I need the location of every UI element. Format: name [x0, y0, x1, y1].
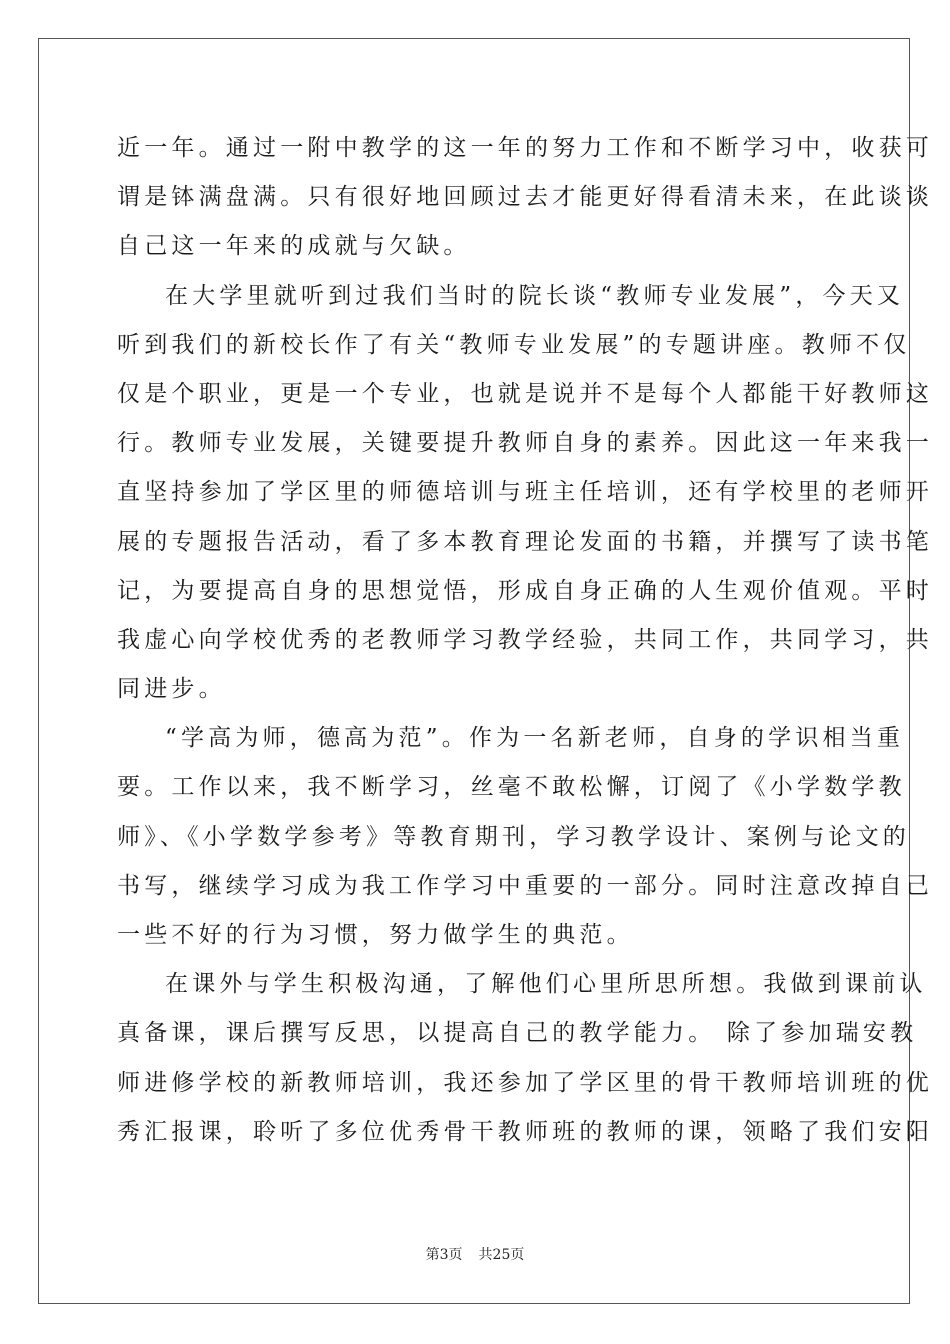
text-line-20: 师进修学校的新教师培训，我还参加了学区里的骨干教师培训班的优: [117, 1069, 933, 1096]
text-line-3: 自己这一年来的成就与欠缺。: [117, 233, 471, 260]
text-line-15: 师》、《小学数学参考》等教育期刊，学习教学设计、案例与论文的: [117, 823, 910, 850]
text-line-10: 记，为要提高自身的思想觉悟，形成自身正确的人生观价值观。平时: [117, 577, 933, 604]
text-line-21: 秀汇报课，聆听了多位优秀骨干教师班的教师的课，领略了我们安阳: [117, 1118, 933, 1145]
page-number: 第3页: [425, 1247, 463, 1263]
text-line-17: 一些不好的行为习惯，努力做学生的典范。: [117, 922, 634, 948]
text-line-14: 要。工作以来，我不断学习，丝毫不敢松懈，订阅了《小学数学教: [117, 774, 906, 801]
text-line-11: 我虚心向学校优秀的老教师学习教学经验，共同工作，共同学习，共: [117, 626, 933, 653]
text-line-2: 谓是钵满盘满。只有很好地回顾过去才能更好得看清未来，在此谈谈: [117, 184, 933, 211]
text-line-6: 仅是个职业，更是一个专业，也就是说并不是每个人都能干好教师这: [117, 380, 933, 407]
text-line-13: “学高为师，德高为范”。作为一名新老师，自身的学识相当重: [165, 725, 905, 752]
document-body: [117, 124, 933, 1157]
text-line-9: 展的专题报告活动，看了多本教育理论发面的书籍，并撰写了读书笔: [117, 528, 933, 555]
text-line-4: 在大学里就听到过我们当时的院长谈“教师专业发展”，今天又: [165, 282, 905, 309]
text-line-5: 听到我们的新校长作了有关“教师专业发展”的专题讲座。教师不仅: [117, 331, 911, 358]
text-line-19: 真备课，课后撰写反思，以提高自己的教学能力。 除了参加瑞安教: [117, 1020, 918, 1047]
text-line-18: 在课外与学生积极沟通，了解他们心里所思所想。我做到课前认: [165, 971, 927, 998]
text-line-7: 行。教师专业发展，关键要提升教师自身的素养。因此这一年来我一: [117, 430, 933, 457]
text-line-8: 直坚持参加了学区里的师德培训与班主任培训，还有学校里的老师开: [117, 479, 933, 506]
page-footer: [0, 1244, 950, 1264]
text-line-1: 近一年。通过一附中教学的这一年的努力工作和不断学习中，收获可: [117, 135, 933, 161]
text-line-12: 同进步。: [117, 676, 226, 703]
text-line-16: 书写，继续学习成为我工作学习中重要的一部分。同时注意改掉自己: [117, 872, 933, 899]
page-total: 共25页: [478, 1247, 525, 1263]
